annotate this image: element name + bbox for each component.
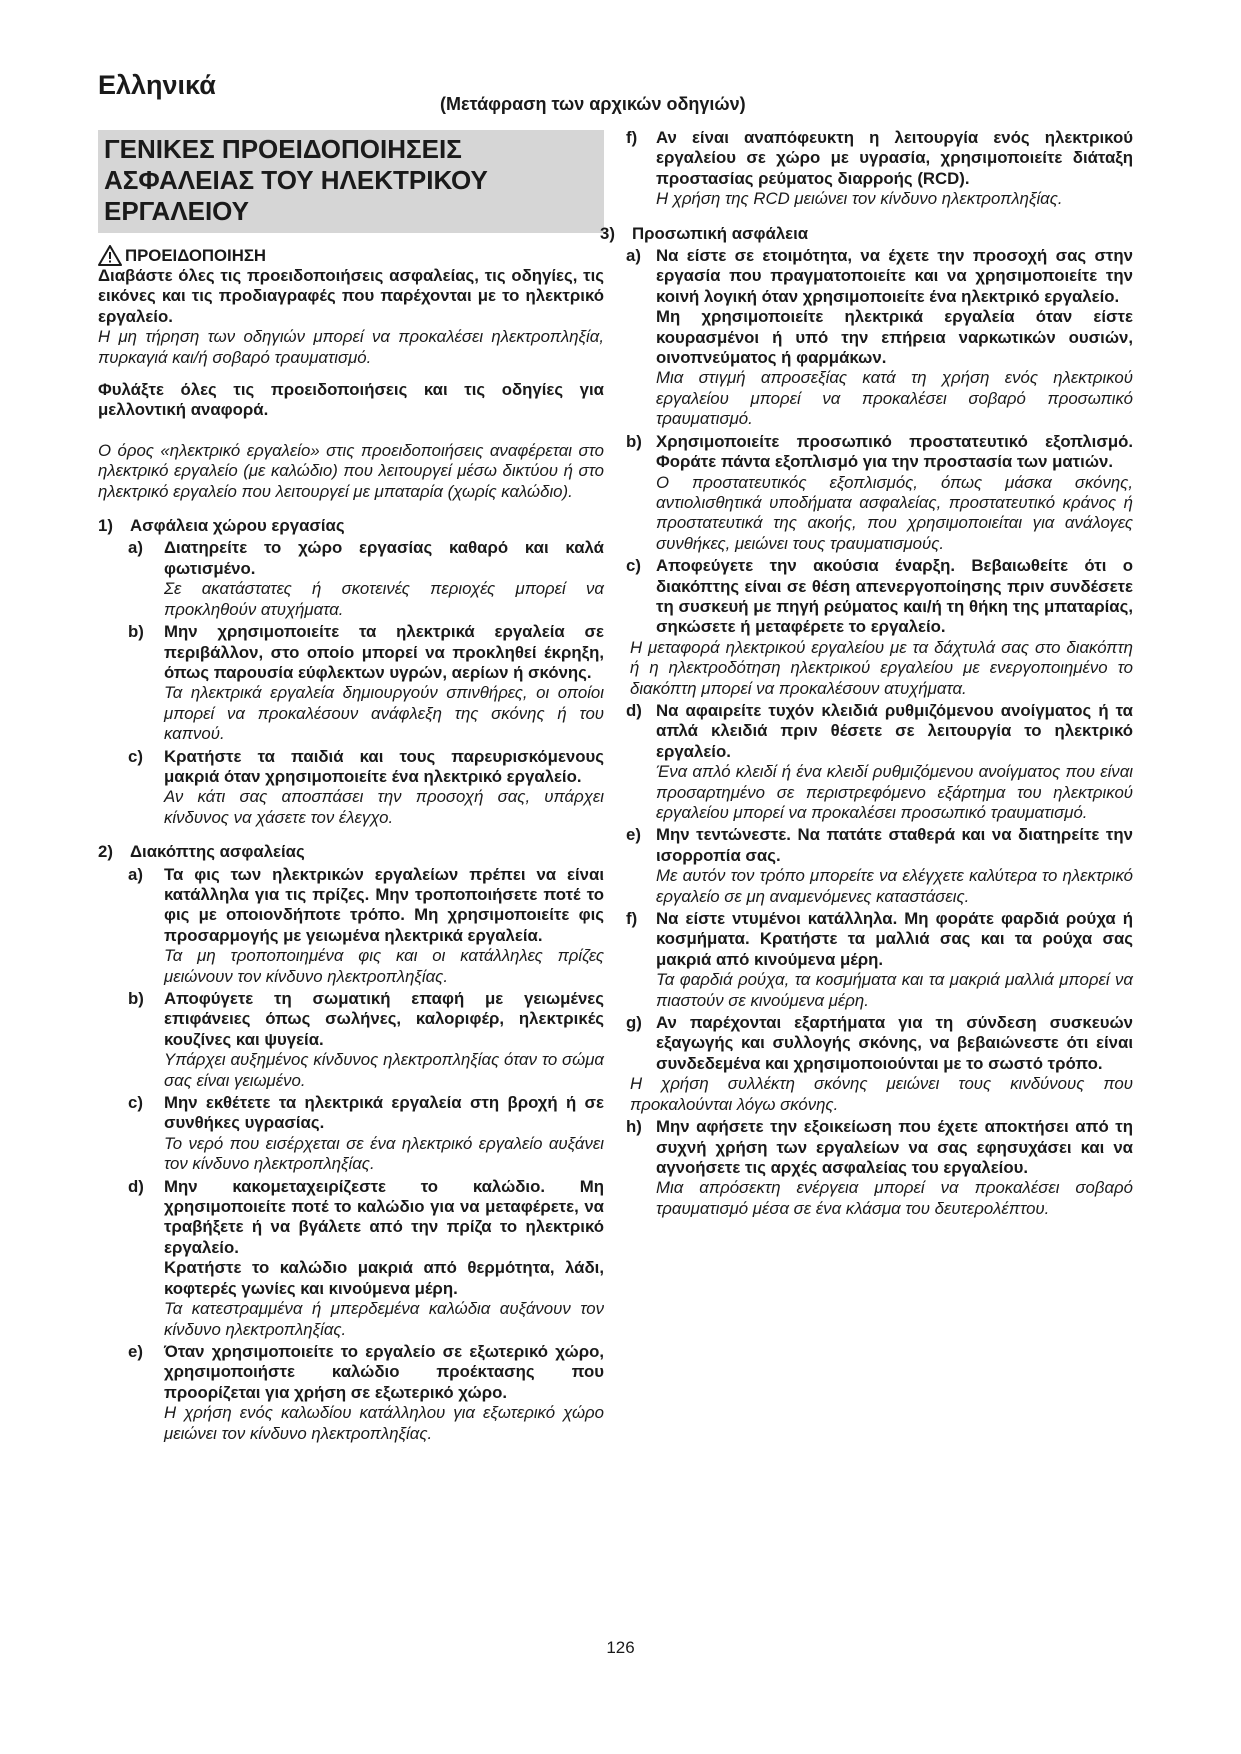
item-marker: a) bbox=[128, 864, 143, 884]
item-marker: a) bbox=[626, 246, 641, 266]
item-italic: Τα κατεστραμμένα ή μπερδεμένα καλώδια αυξάνουν τον κίνδυνο ηλεκτροπληξίας. bbox=[164, 1299, 604, 1339]
item-bold: Τα φις των ηλεκτρικών εργαλείων πρέπει να είναι κατάλληλα για τις πρίζες. Μην τροποποιήσετε ποτέ το φις με οποιονδήποτε τρόπο. Μη χρησιμοποιείτε φις προσαρμογής με γειωμένα ηλεκτρικά εργαλεία. bbox=[164, 864, 604, 945]
item-italic: Τα ηλεκτρικά εργαλεία δημιουργούν σπινθήρες, οι οποίοι μπορεί να προκαλέσουν ανάφλεξη της σκόνης ή του καπνού. bbox=[164, 683, 604, 744]
item-marker: d) bbox=[128, 1176, 144, 1196]
list-item bbox=[98, 865, 604, 987]
term-definition: Ο όρος «ηλεκτρικό εργαλείο» στις προειδοποιήσεις αναφέρεται στο ηλεκτρικό εργαλείο (με καλώδιο) που λειτουργεί μέσω δικτύου ή στο ηλεκτρικό εργαλείο που λειτουργεί με μπαταρία (χωρίς καλώδιο). bbox=[98, 440, 604, 501]
item-bold-2: Κρατήστε το καλώδιο μακριά από θερμότητα, λάδι, κοφτερές γωνίες και κινούμενα μέρη. bbox=[164, 1258, 604, 1298]
item-marker: g) bbox=[626, 1013, 642, 1033]
item-bold: Χρησιμοποιείτε προσωπικό προστατευτικό εξοπλισμό. Φοράτε πάντα εξοπλισμό για την προστασία των ματιών. bbox=[656, 431, 1133, 472]
list-item bbox=[626, 128, 1133, 210]
list-item bbox=[626, 432, 1133, 554]
list-item bbox=[626, 825, 1133, 907]
item-italic: Η χρήση συλλέκτη σκόνης μειώνει τους κινδύνους που προκαλούνται λόγω σκόνης. bbox=[630, 1074, 1133, 1114]
item-marker: e) bbox=[626, 825, 641, 845]
item-italic: Τα φαρδιά ρούχα, τα κοσμήματα και τα μακριά μαλλιά μπορεί να πιαστούν σε κινούμενα μέρη. bbox=[656, 970, 1133, 1010]
list-item bbox=[626, 556, 1133, 638]
item-bold: Κρατήστε τα παιδιά και τους παρευρισκόμενους μακριά όταν χρησιμοποιείτε ένα ηλεκτρικό εργαλείο. bbox=[164, 746, 604, 786]
item-italic: Η χρήση ενός καλωδίου κατάλληλου για εξωτερικό χώρο μειώνει τον κίνδυνο ηλεκτροπληξίας. bbox=[164, 1403, 604, 1443]
item-marker: a) bbox=[128, 538, 143, 558]
item-bold-2: Μη χρησιμοποιείτε ηλεκτρικά εργαλεία όταν είστε κουρασμένοι ή υπό την επήρεια ναρκωτικών ουσιών, οινοπνεύματος ή φαρμάκων. bbox=[656, 307, 1133, 368]
item-marker: e) bbox=[128, 1341, 143, 1361]
item-italic: Ένα απλό κλειδί ή ένα κλειδί ρυθμιζόμενου ανοίγματος που είναι προσαρτημένο σε περιστρεφόμενο εξάρτημα του ηλεκτρικού εργαλείου μπορεί να προκαλέσει προσωπικό τραυματισμό. bbox=[656, 762, 1133, 822]
list-item bbox=[626, 1117, 1133, 1219]
item-italic: Σε ακατάστατες ή σκοτεινές περιοχές μπορεί να προκληθούν ατυχήματα. bbox=[164, 579, 604, 619]
item-marker: h) bbox=[626, 1117, 642, 1137]
item-italic: Ο προστατευτικός εξοπλισμός, όπως μάσκα σκόνης, αντιολισθητικά υποδήματα ασφαλείας, προστατευτικό κράνος ή προστατευτικά της ακοής, που χρησιμοποιείται για ανάλογες συνθήκες, μειώνει τους τραυματισμούς. bbox=[656, 472, 1133, 553]
item-marker: b) bbox=[128, 622, 144, 642]
item-marker: c) bbox=[626, 556, 641, 576]
item-bold: Αποφύγετε τη σωματική επαφή με γειωμένες επιφάνειες όπως σωλήνες, καλοριφέρ, ηλεκτρικές κουζίνες και ψυγεία. bbox=[164, 989, 604, 1049]
item-bold: Διατηρείτε το χώρο εργασίας καθαρό και καλά φωτισμένο. bbox=[164, 538, 604, 578]
item-bold: Όταν χρησιμοποιείτε το εργαλείο σε εξωτερικό χώρο, χρησιμοποιήστε καλώδιο προέκτασης που προορίζεται για χρήση σε εξωτερικό χώρο. bbox=[164, 1341, 604, 1402]
item-bold: Να είστε σε ετοιμότητα, να έχετε την προσοχή σας στην εργασία που πραγματοποιείτε και να χρησιμοποιείτε την κοινή λογική όταν χρησιμοποιείτε ένα ηλεκτρικό εργαλείο. bbox=[656, 246, 1133, 306]
list-item bbox=[626, 246, 1133, 430]
item-bold: Μην αφήσετε την εξοικείωση που έχετε αποκτήσει από τη συχνή χρήση των εργαλείων να σας εφησυχάσει και να αγνοήσετε τις αρχές ασφαλείας του εργαλείου. bbox=[656, 1117, 1133, 1177]
warning-triangle-icon bbox=[98, 245, 122, 266]
left-column bbox=[98, 128, 604, 1444]
list-item bbox=[98, 538, 604, 620]
translation-note: (Μετάφραση των αρχικών οδηγιών) bbox=[440, 94, 746, 114]
list-item bbox=[98, 1177, 604, 1340]
page-title: ΓΕΝΙΚΕΣ ΠΡΟΕΙΔΟΠΟΙΗΣΕΙΣ ΑΣΦΑΛΕΙΑΣ ΤΟΥ ΗΛΕΚΤΡΙΚΟΥ ΕΡΓΑΛΕΙΟΥ bbox=[98, 130, 604, 233]
item-bold: Να είστε ντυμένοι κατάλληλα. Μη φοράτε φαρδιά ρούχα ή κοσμήματα. Κρατήστε τα μαλλιά σας και τα ρούχα σας μακριά από κινούμενα μέρη. bbox=[656, 909, 1133, 969]
item-italic: Μια στιγμή απροσεξίας κατά τη χρήση ενός ηλεκτρικού εργαλείου μπορεί να προκαλέσει σοβαρό προσωπικό τραυματισμό. bbox=[656, 368, 1133, 429]
item-bold: Αποφεύγετε την ακούσια έναρξη. Βεβαιωθείτε ότι ο διακόπτης είναι σε θέση απενεργοποίησης πριν συνδέσετε τη συσκευή με πηγή ρεύματος και/ή τη θήκη της μπαταρίας, σηκώσετε ή μεταφέρετε το εργαλείο. bbox=[656, 556, 1133, 637]
item-marker: f) bbox=[626, 909, 638, 929]
item-italic: Υπάρχει αυξημένος κίνδυνος ηλεκτροπληξίας όταν το σώμα σας είναι γειωμένο. bbox=[164, 1050, 604, 1090]
item-bold: Μην κακομεταχειρίζεστε το καλώδιο. Μη χρησιμοποιείτε ποτέ το καλώδιο για να μεταφέρετε, να τραβήξετε ή να βγάλετε από την πρίζα το ηλεκτρικό εργαλείο. bbox=[164, 1176, 604, 1257]
item-marker: d) bbox=[626, 700, 642, 720]
section-title: Διακόπτης ασφαλείας bbox=[130, 842, 305, 862]
list-item bbox=[98, 1342, 604, 1444]
warning-heading bbox=[98, 245, 604, 266]
section-1-heading bbox=[98, 516, 604, 536]
section-number: 1) bbox=[98, 516, 113, 536]
item-marker: b) bbox=[626, 431, 642, 451]
item-marker: f) bbox=[626, 128, 638, 147]
item-italic: Μια απρόσεκτη ενέργεια μπορεί να προκαλέσει σοβαρό τραυματισμό μέσα σε ένα κλάσμα του δευτερολέπτου. bbox=[656, 1178, 1133, 1218]
item-marker: b) bbox=[128, 989, 144, 1008]
item-italic: Η χρήση της RCD μειώνει τον κίνδυνο ηλεκτροπληξίας. bbox=[656, 189, 1063, 209]
item-italic: Τα μη τροποποιημένα φις και οι κατάλληλες πρίζες μειώνουν τον κίνδυνο ηλεκτροπληξίας. bbox=[164, 946, 604, 986]
item-italic: Με αυτόν τον τρόπο μπορείτε να ελέγχετε καλύτερα το ηλεκτρικό εργαλείο σε μη αναμενόμενες καταστάσεις. bbox=[656, 866, 1133, 906]
page-number: 126 bbox=[606, 1638, 635, 1657]
list-item bbox=[626, 701, 1133, 823]
item-bold: Μην χρησιμοποιείτε τα ηλεκτρικά εργαλεία σε περιβάλλον, στο οποίο μπορεί να προκληθεί έκρηξη, όπως παρουσία εύφλεκτων υγρών, αερίων ή σκόνης. bbox=[164, 622, 604, 682]
item-bold: Μην τεντώνεστε. Να πατάτε σταθερά και να διατηρείτε την ισορροπία σας. bbox=[656, 825, 1133, 865]
intro-bold: Διαβάστε όλες τις προειδοποιήσεις ασφαλείας, τις οδηγίες, τις εικόνες και τις προδιαγραφές που παρέχονται με το ηλεκτρικό εργαλείο. bbox=[98, 266, 604, 326]
item-bold: Αν παρέχονται εξαρτήματα για τη σύνδεση συσκευών εξαγωγής και συλλογής σκόνης, να βεβαιώνεστε ότι είναι συνδεδεμένα και χρησιμοποιούνται με το σωστό τρόπο. bbox=[656, 1013, 1133, 1073]
list-item bbox=[626, 1013, 1133, 1074]
list-item bbox=[98, 747, 604, 829]
keep-instructions: Φυλάξτε όλες τις προειδοποιήσεις και τις οδηγίες για μελλοντική αναφορά. bbox=[98, 380, 604, 420]
item-bold: Να αφαιρείτε τυχόν κλειδιά ρυθμιζόμενου ανοίγματος ή τα απλά κλειδιά πριν θέσετε σε λειτουργία το ηλεκτρικό εργαλείο. bbox=[656, 700, 1133, 761]
list-item bbox=[98, 989, 604, 1091]
section-title: Ασφάλεια χώρου εργασίας bbox=[130, 516, 345, 536]
intro-italic: Η μη τήρηση των οδηγιών μπορεί να προκαλέσει ηλεκτροπληξία, πυρκαγιά και/ή σοβαρό τραυματισμό. bbox=[98, 327, 604, 367]
list-item bbox=[626, 909, 1133, 1011]
item-italic: Η μεταφορά ηλεκτρικού εργαλείου με τα δάχτυλά σας στο διακόπτη ή η ηλεκτροδότηση ηλεκτρικού εργαλείου με ενεργοποιημένο το διακόπτη μπορεί να προκαλέσουν ατυχήματα. bbox=[630, 637, 1133, 698]
section-title: Προσωπική ασφάλεια bbox=[632, 223, 809, 243]
section-3-heading bbox=[600, 224, 1133, 244]
item-italic: Αν κάτι σας αποσπάσει την προσοχή σας, υπάρχει κίνδυνος να χάσετε τον έλεγχο. bbox=[164, 787, 604, 827]
language-heading: Ελληνικά bbox=[98, 70, 216, 100]
section-number: 2) bbox=[98, 842, 113, 862]
warning-label: ΠΡΟΕΙΔΟΠΟΙΗΣΗ bbox=[125, 245, 267, 265]
item-marker: c) bbox=[128, 746, 143, 766]
right-column bbox=[600, 126, 1133, 1219]
item-italic: Το νερό που εισέρχεται σε ένα ηλεκτρικό εργαλείο αυξάνει τον κίνδυνο ηλεκτροπληξίας. bbox=[164, 1133, 604, 1174]
list-item bbox=[98, 622, 604, 744]
list-item bbox=[98, 1093, 604, 1175]
item-bold: Μην εκθέτετε τα ηλεκτρικά εργαλεία στη βροχή ή σε συνθήκες υγρασίας. bbox=[164, 1093, 604, 1133]
section-2-heading bbox=[98, 842, 604, 862]
item-bold: Αν είναι αναπόφευκτη η λειτουργία ενός ηλεκτρικού εργαλείου σε χώρο με υγρασία, χρησιμοποιείτε διάταξη προστασίας ρεύματος διαρροής (RCD). bbox=[656, 128, 1133, 188]
section-number: 3) bbox=[600, 223, 615, 243]
item-marker: c) bbox=[128, 1093, 143, 1113]
